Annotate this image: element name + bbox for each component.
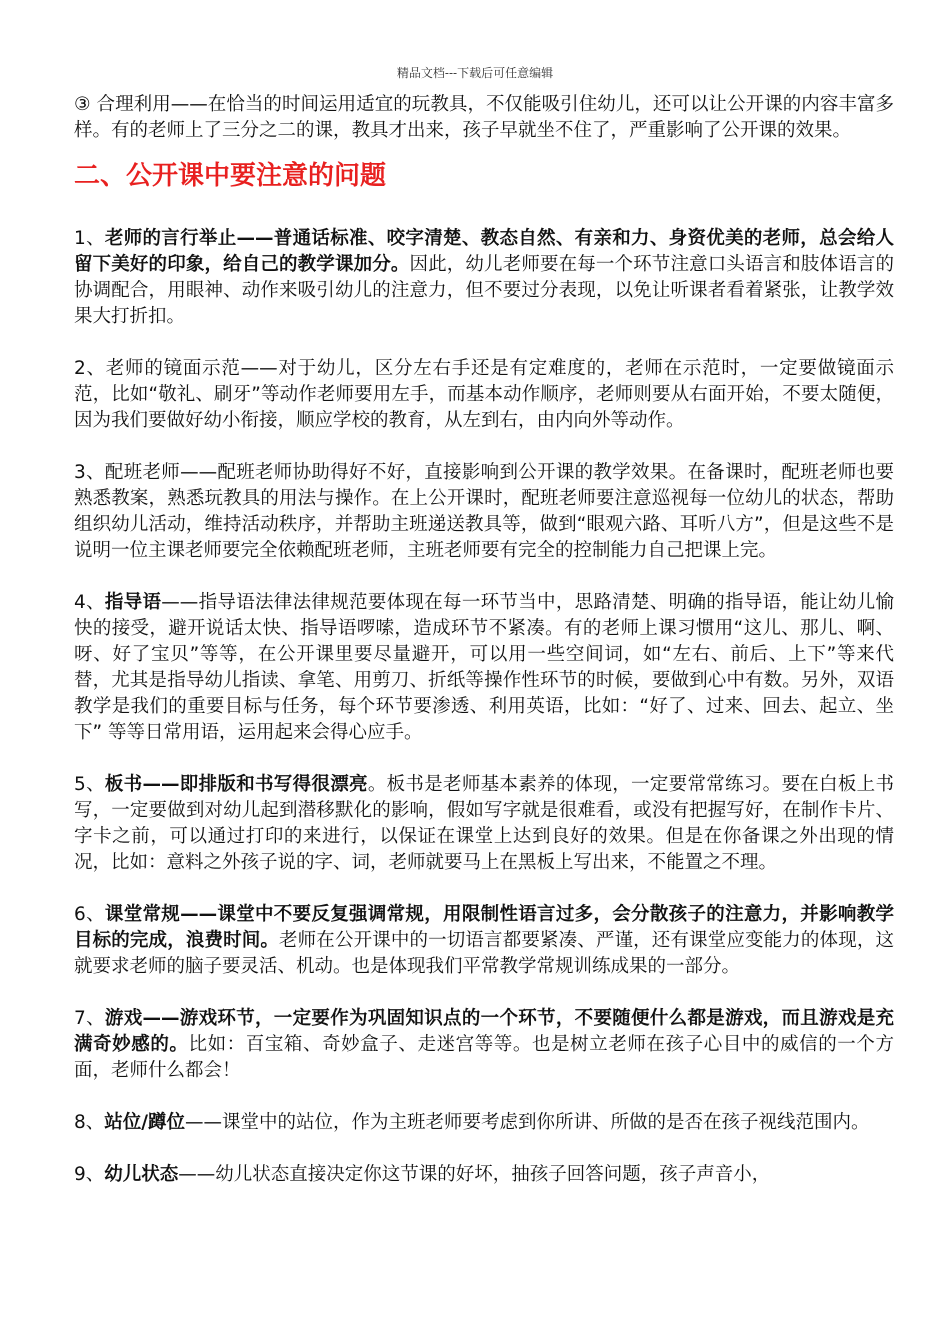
item-text: 。板书是老师基本素养的体现，一定要常常练习。要在白板上书写，一定要做到对幼儿起到潜移默化的影响，假如写字就是很难看，或没有把握写好，在制作卡片、字卡之前，可以通过打印的来进行，以保证在课堂上达到良好的效果。但是在你备课之外出现的情况，比如：意料之外孩子说的字、词，老师就要马上在黑板上写出来，不能置之不理。 [74, 774, 894, 873]
item-text: 老师的镜面示范——对于幼儿，区分左右手还是有定难度的，老师在示范时，一定要做镜面示范，比如“敬礼、刷牙”等动作老师要用左手，而基本动作顺序，老师则要从右面开始，不要太随便，因为我们要做好幼小衔接，顺应学校的教育，从左到右，由内向外等动作。 [74, 358, 894, 431]
item-text: 老师在公开课中的一切语言都要紧凑、严谨，还有课堂应变能力的体现，这就要求老师的脑子要灵活、机动。也是体现我们平常教学常规训练成果的一部分。 [74, 930, 894, 977]
item-2 [74, 356, 894, 434]
item-6 [74, 902, 894, 980]
item-8 [74, 1110, 894, 1136]
item-bold-text: 课堂常规——课堂中不要反复强调常规，用限制性语言过多，会分散孩子的注意力，并影响教学目标的完成，浪费时间。 [74, 904, 894, 951]
section-title: 二、公开课中要注意的问题 [74, 161, 387, 191]
item-number: 3、 [74, 462, 105, 483]
item-text: 比如：百宝箱、奇妙盒子、走迷宫等等。也是树立老师在孩子心目中的威信的一个方面，老师什么都会！ [74, 1034, 894, 1081]
item-text: ——指导语法律法律规范要体现在每一环节当中，思路清楚、明确的指导语，能让幼儿愉快的接受，避开说话太快、指导语啰嗦，造成环节不紧凑。有的老师上课习惯用“这儿、那儿、啊、呀、好了宝贝”等等，在公开课里要尽量避开，可以用一些空间词，如“左右、前后、上下”等来代替，尤其是指导幼儿指读、拿笔、用剪刀、折纸等操作性环节的时候，要做到心中有数。另外，双语教学是我们的重要目标与任务，每个环节要渗透、利用英语，比如：“好了、过来、回去、起立、坐下” 等等日常用语，运用起来会得心应手。 [74, 592, 894, 743]
item-bold-text: 指导语 [104, 592, 162, 613]
item-5 [74, 772, 894, 876]
intro-paragraph: ③ 合理利用——在恰当的时间运用适宜的玩教具，不仅能吸引住幼儿，还可以让公开课的内容丰富多样。有的老师上了三分之二的课，教具才出来，孩子早就坐不住了，严重影响了公开课的效果。 [74, 94, 894, 141]
item-bold-text: 幼儿状态 [104, 1164, 179, 1185]
item-text: 因此，幼儿老师要在每一个环节注意口头语言和肢体语言的协调配合，用眼神、动作来吸引幼儿的注意力，但不要过分表现，以免让听课者看着紧张，让教学效果大打折扣。 [74, 254, 894, 327]
item-number: 2、 [74, 358, 106, 379]
item-1 [74, 226, 894, 330]
item-number: 5、 [74, 774, 105, 795]
item-text: ——课堂中的站位，作为主班老师要考虑到你所讲、所做的是否在孩子视线范围内。 [185, 1112, 870, 1133]
item-bold-text: 板书——即排版和书写得很漂亮 [104, 774, 368, 795]
item-number: 8、 [74, 1112, 105, 1133]
item-bold-text: 游戏——游戏环节，一定要作为巩固知识点的一个环节，不要随便什么都是游戏，而且游戏是充满奇妙感的。 [74, 1008, 894, 1055]
item-7 [74, 1006, 894, 1084]
item-text: 配班老师——配班老师协助得好不好，直接影响到公开课的教学效果。在备课时，配班老师也要熟悉教案，熟悉玩教具的用法与操作。在上公开课时，配班老师要注意巡视每一位幼儿的状态，帮助组织幼儿活动，维持活动秩序，并帮助主班递送教具等，做到“眼观六路、耳听八方”，但是这些不是说明一位主课老师要完全依赖配班老师，主班老师要有完全的控制能力自己把课上完。 [74, 462, 894, 561]
item-number: 4、 [74, 592, 105, 613]
item-bold-text: 老师的言行举止——普通话标准、咬字清楚、教态自然、有亲和力、身资优美的老师，总会给人留下美好的印象，给自己的教学课加分。 [74, 228, 894, 275]
item-number: 7、 [74, 1008, 105, 1029]
item-9 [74, 1162, 894, 1188]
item-number: 6、 [74, 904, 105, 925]
item-4 [74, 590, 894, 746]
page-header: 精品文档---下载后可任意编辑 [396, 66, 554, 80]
item-3 [74, 460, 894, 564]
item-text: ——幼儿状态直接决定你这节课的好坏，抽孩子回答问题，孩子声音小， [178, 1164, 771, 1185]
item-number: 1、 [74, 228, 105, 249]
item-bold-text: 站位/蹲位 [104, 1112, 186, 1133]
document-body [74, 92, 894, 1214]
item-number: 9、 [74, 1164, 105, 1185]
